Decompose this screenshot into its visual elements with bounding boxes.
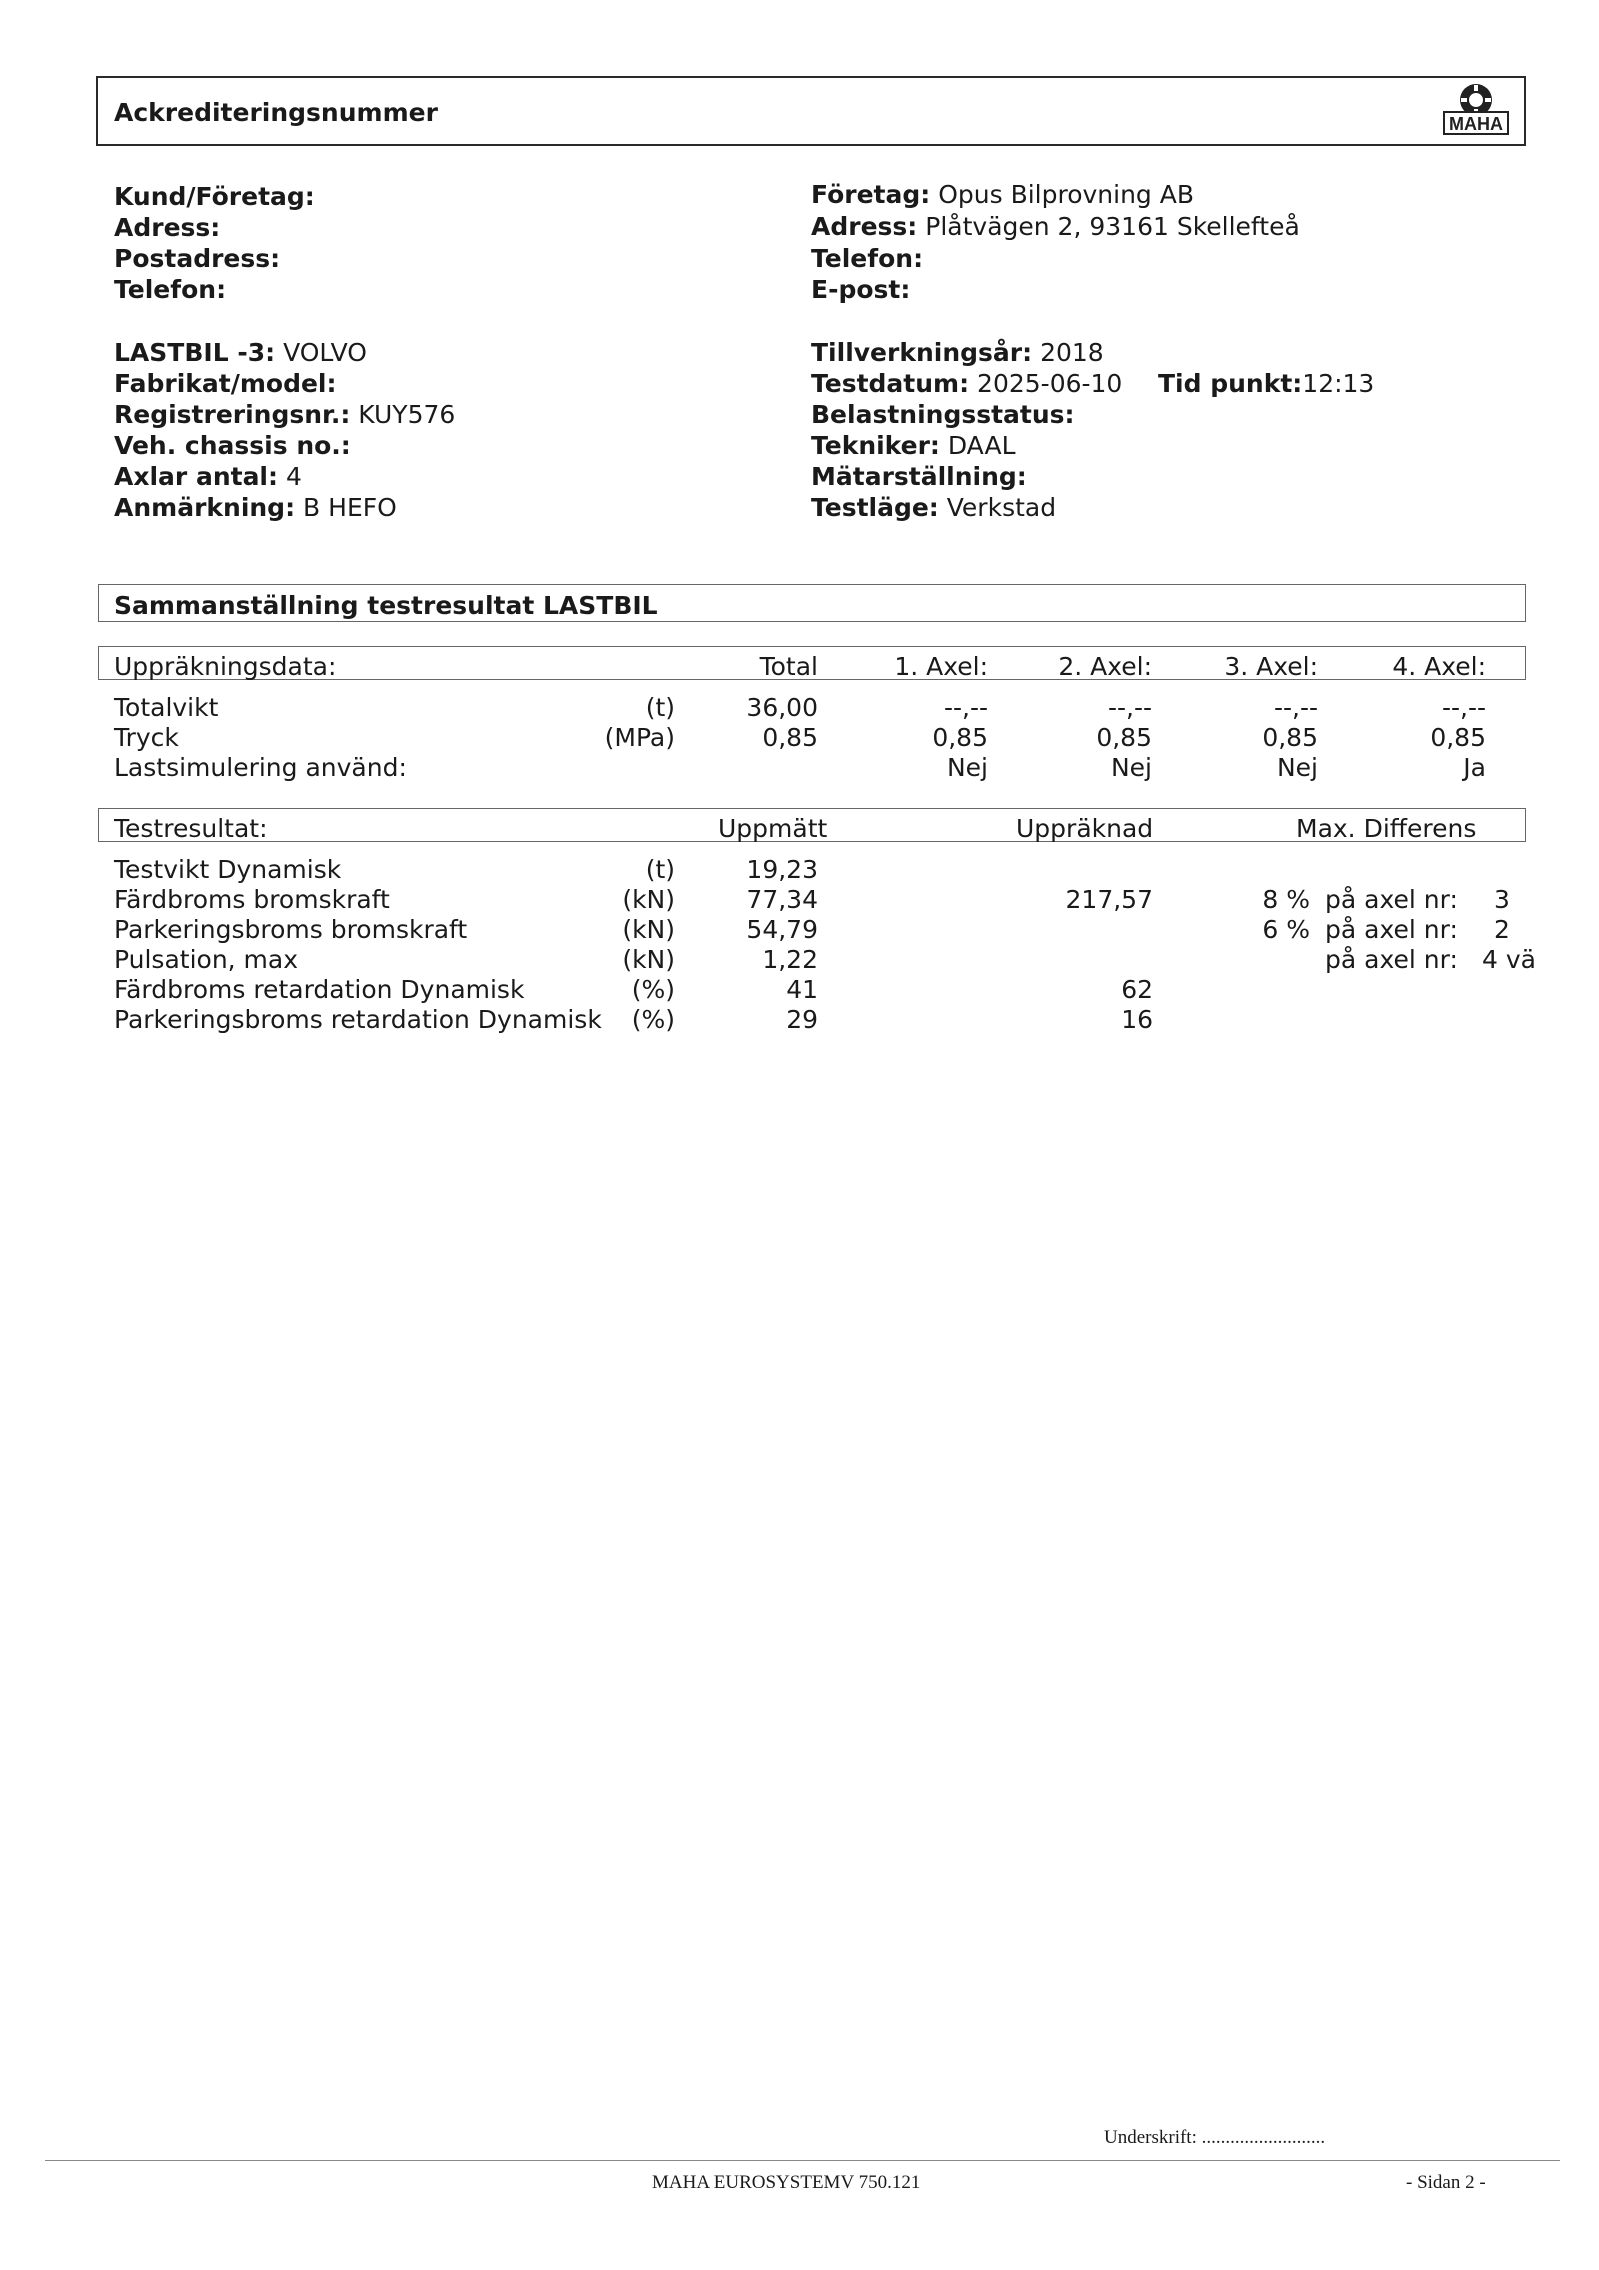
- upp-row-label: Lastsimulering använd:: [114, 753, 407, 782]
- res-row-unit: (%): [631, 1005, 675, 1034]
- test-year-row: [811, 338, 1104, 367]
- upp-header-total: Total: [759, 652, 818, 681]
- vehicle-reg-value: KUY576: [358, 400, 456, 429]
- company-row: [811, 180, 1194, 209]
- signature-line: Underskrift: ..........................: [1104, 2127, 1326, 2148]
- res-row-diff-text: på axel nr:: [1325, 885, 1458, 914]
- upp-row-axle3: --,--: [1273, 693, 1318, 722]
- res-row-diff: 8 %: [1262, 885, 1310, 914]
- company-address-value: Plåtvägen 2, 93161 Skellefteå: [925, 212, 1300, 241]
- test-date-value: 2025-06-10: [977, 369, 1123, 398]
- upp-row-axle1: --,--: [943, 693, 988, 722]
- summary-title: Sammanställning testresultat LASTBIL: [114, 591, 658, 620]
- test-time-value: 12:13: [1302, 369, 1375, 398]
- test-year-value: 2018: [1040, 338, 1104, 367]
- footer-system: MAHA EUROSYSTEMV 750.121: [652, 2172, 921, 2193]
- vehicle-model-label: Fabrikat/model:: [114, 369, 337, 398]
- res-row-label: Testvikt Dynamisk: [114, 855, 342, 884]
- res-row-axle: 3: [1494, 885, 1510, 914]
- res-row-measured: 54,79: [746, 915, 818, 944]
- upp-header-axle3: 3. Axel:: [1224, 652, 1318, 681]
- company-label: Företag:: [811, 180, 931, 209]
- upp-row-axle1: 0,85: [932, 723, 988, 752]
- test-time-label: Tid punkt:: [1158, 369, 1303, 398]
- res-row-unit: (kN): [622, 915, 675, 944]
- upp-row-label: Tryck: [114, 723, 179, 752]
- res-row-measured: 77,34: [746, 885, 818, 914]
- upp-row-total: 0,85: [762, 723, 818, 752]
- upp-header-axle1: 1. Axel:: [894, 652, 988, 681]
- vehicle-type-label: LASTBIL -3:: [114, 338, 276, 367]
- res-row-diff-text: på axel nr:: [1325, 945, 1458, 974]
- upp-row-axle4: 0,85: [1430, 723, 1486, 752]
- res-header-maxdiff: Max. Differens: [1296, 814, 1477, 843]
- res-row-axle: 4 vä: [1482, 945, 1536, 974]
- test-date-label: Testdatum:: [811, 369, 970, 398]
- test-odometer-label: Mätarställning:: [811, 462, 1027, 491]
- res-row-calculated: 16: [1121, 1005, 1153, 1034]
- res-header-label: Testresultat:: [114, 814, 268, 843]
- res-header-measured: Uppmätt: [718, 814, 828, 843]
- customer-phone-label: Telefon:: [114, 275, 227, 304]
- test-tech-label: Tekniker:: [811, 431, 940, 460]
- vehicle-axles-row: [114, 462, 302, 491]
- upp-row-label: Totalvikt: [114, 693, 219, 722]
- upp-row-axle3: Nej: [1276, 753, 1318, 782]
- upp-header-axle2: 2. Axel:: [1058, 652, 1152, 681]
- test-tech-row: [811, 431, 1016, 460]
- test-tech-value: DAAL: [947, 431, 1016, 460]
- res-row-calculated: 62: [1121, 975, 1153, 1004]
- company-value: Opus Bilprovning AB: [938, 180, 1195, 209]
- vehicle-reg-row: [114, 400, 455, 429]
- res-row-diff-text: på axel nr:: [1325, 915, 1458, 944]
- maha-logo: [1440, 80, 1512, 136]
- vehicle-axles-label: Axlar antal:: [114, 462, 279, 491]
- test-time-row: [1158, 369, 1374, 398]
- test-date-row: [811, 369, 1122, 398]
- upp-row-axle2: 0,85: [1096, 723, 1152, 752]
- upp-row-total: 36,00: [746, 693, 818, 722]
- vehicle-axles-value: 4: [285, 462, 302, 491]
- res-row-axle: 2: [1494, 915, 1510, 944]
- vehicle-type-row: [114, 338, 367, 367]
- res-row-unit: (kN): [622, 885, 675, 914]
- res-row-label: Pulsation, max: [114, 945, 299, 974]
- test-mode-label: Testläge:: [811, 493, 939, 522]
- res-row-label: Färdbroms bromskraft: [114, 885, 390, 914]
- res-row-unit: (t): [645, 855, 675, 884]
- res-row-measured: 1,22: [762, 945, 818, 974]
- test-load-label: Belastningsstatus:: [811, 400, 1075, 429]
- upp-row-axle2: Nej: [1110, 753, 1152, 782]
- vehicle-remark-row: [114, 493, 397, 522]
- upp-row-axle1: Nej: [946, 753, 988, 782]
- res-row-label: Färdbroms retardation Dynamisk: [114, 975, 525, 1004]
- footer-page: - Sidan 2 -: [1406, 2172, 1486, 2193]
- company-address-row: [811, 212, 1300, 241]
- res-row-measured: 29: [786, 1005, 818, 1034]
- res-row-measured: 19,23: [746, 855, 818, 884]
- maha-logo-text: MAHA: [1449, 114, 1503, 134]
- company-address-label: Adress:: [811, 212, 918, 241]
- customer-address-label: Adress:: [114, 213, 221, 242]
- upp-row-axle4: --,--: [1441, 693, 1486, 722]
- vehicle-type-value: VOLVO: [283, 338, 367, 367]
- customer-company-label: Kund/Företag:: [114, 182, 315, 211]
- res-row-label: Parkeringsbroms retardation Dynamisk: [114, 1005, 602, 1034]
- vehicle-remark-label: Anmärkning:: [114, 493, 296, 522]
- res-header-calculated: Uppräknad: [1016, 814, 1154, 843]
- upp-row-axle4: Ja: [1463, 753, 1486, 782]
- company-email-label: E-post:: [811, 275, 911, 304]
- footer-divider: [45, 2160, 1560, 2161]
- res-row-measured: 41: [786, 975, 818, 1004]
- res-row-diff: 6 %: [1262, 915, 1310, 944]
- test-mode-row: [811, 493, 1056, 522]
- upp-header-label: Uppräkningsdata:: [114, 652, 337, 681]
- upp-row-unit: (MPa): [604, 723, 675, 752]
- upp-row-unit: (t): [645, 693, 675, 722]
- res-row-unit: (%): [631, 975, 675, 1004]
- test-year-label: Tillverkningsår:: [811, 338, 1033, 367]
- vehicle-remark-value: B HEFO: [303, 493, 397, 522]
- upp-row-axle2: --,--: [1107, 693, 1152, 722]
- res-row-unit: (kN): [622, 945, 675, 974]
- vehicle-chassis-label: Veh. chassis no.:: [114, 431, 351, 460]
- company-phone-label: Telefon:: [811, 244, 924, 273]
- accreditation-title: Ackrediteringsnummer: [114, 98, 438, 127]
- upp-row-axle3: 0,85: [1262, 723, 1318, 752]
- res-row-calculated: 217,57: [1065, 885, 1153, 914]
- upp-header-axle4: 4. Axel:: [1392, 652, 1486, 681]
- test-mode-value: Verkstad: [946, 493, 1057, 522]
- res-row-label: Parkeringsbroms bromskraft: [114, 915, 468, 944]
- customer-postaddress-label: Postadress:: [114, 244, 281, 273]
- vehicle-reg-label: Registreringsnr.:: [114, 400, 351, 429]
